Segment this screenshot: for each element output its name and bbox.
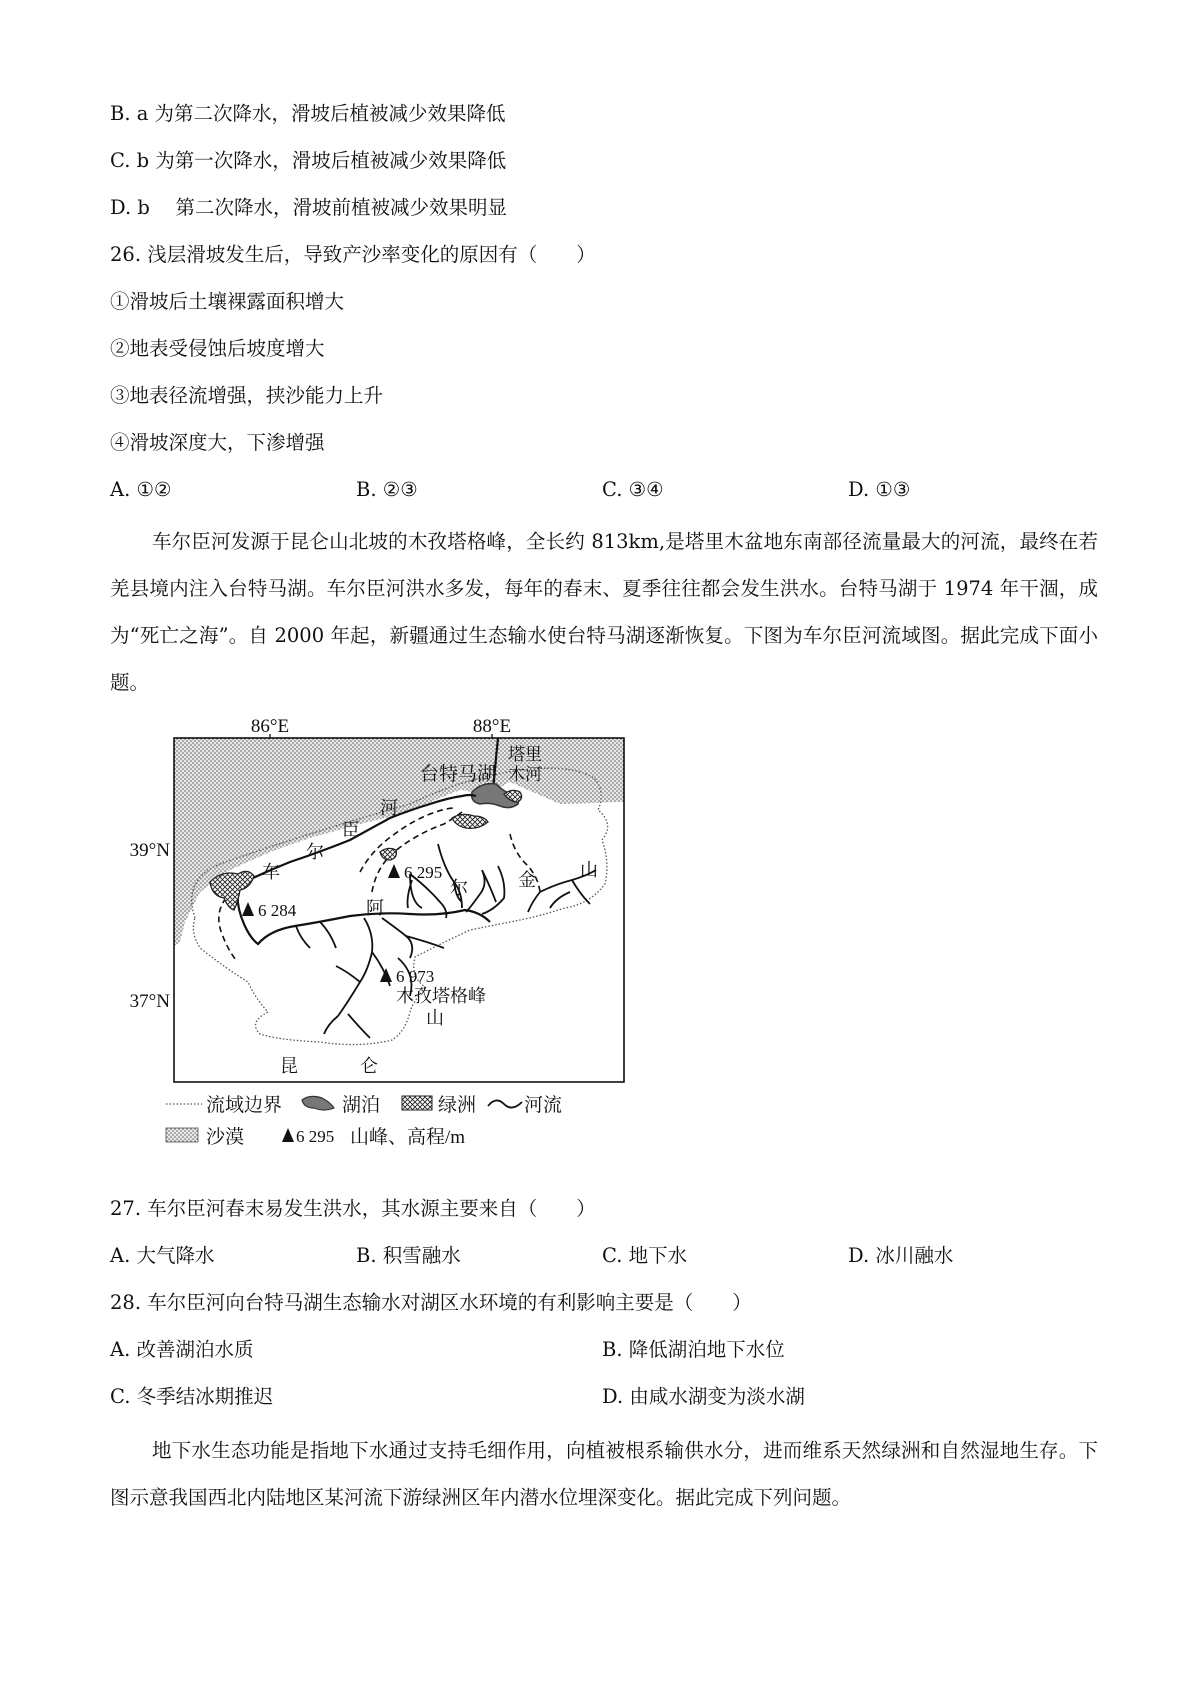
q28-option-d: D. 由咸水湖变为淡水湖 [602,1385,805,1408]
legend-desert-swatch [166,1128,198,1142]
kunlun-char-lun: 仑 [360,1056,378,1076]
legend-peak-swatch [282,1128,294,1142]
lon-label-86: 86°E [250,716,290,737]
oasis-qiemo [452,814,488,828]
legend-river-label: 河流 [524,1095,563,1116]
legend-peak-sample: 6 295 [296,1127,335,1146]
q26-item-4: ④滑坡深度大，下渗增强 [110,431,325,454]
cherchen-river-basin-map [110,712,640,1168]
altun-char-a: 阿 [366,898,384,918]
peak-elev-6284: 6 284 [258,901,297,920]
q27-option-a: A. 大气降水 [110,1244,215,1267]
lat-label-37: 37°N [129,991,170,1012]
q26-option-a: A. ①② [110,478,172,501]
q26-stem: 26. 浅层滑坡发生后，导致产沙率变化的原因有（ ） [110,243,596,266]
lon-label-88: 88°E [472,716,512,737]
q27-option-b: B. 积雪融水 [356,1244,461,1267]
q27-stem: 27. 车尔臣河春末易发生洪水，其水源主要来自（ ） [110,1197,596,1220]
q27-option-d: D. 冰川融水 [848,1244,954,1267]
q25-option-b: B. a 为第二次降水，滑坡后植被减少效果降低 [110,102,506,125]
q28-option-b: B. 降低湖泊地下水位 [602,1338,785,1361]
q27-option-c: C. 地下水 [602,1244,688,1267]
q26-option-b: B. ②③ [356,478,418,501]
q28-stem: 28. 车尔臣河向台特马湖生态输水对湖区水环境的有利影响主要是（ ） [110,1291,752,1314]
passage-cherchen-river: 车尔臣河发源于昆仑山北坡的木孜塔格峰，全长约 813km,是塔里木盆地东南部径流量最大的河流，最终在若羌县境内注入台特马湖。车尔臣河洪水多发，每年的春末、夏季往往都会发生洪水。台特马湖于 1974 年干涸，成为“死亡之海”。自 2000 年起，新疆通过生态输水使台特马湖逐渐恢复。下图为车尔臣河流域图。据此完成下面小题。 [110,530,1098,694]
peak-name-muztag: 木孜塔格峰 [396,986,486,1006]
legend-oasis-swatch [402,1096,432,1110]
q28-option-a: A. 改善湖泊水质 [110,1338,254,1361]
tarim-river-label-1: 塔里 [508,745,542,764]
legend-boundary-label: 流域边界 [206,1095,283,1116]
legend-river-swatch [488,1100,522,1107]
q26-item-2: ②地表受侵蚀后坡度增大 [110,337,325,360]
legend-oasis-label: 绿洲 [438,1095,477,1116]
peak-elev-6973: 6 973 [396,967,435,986]
legend-lake-label: 湖泊 [342,1095,381,1116]
peak-elev-6295: 6 295 [404,863,443,882]
legend-desert-label: 沙漠 [206,1127,245,1148]
river-char-chen: 臣 [342,820,360,840]
river-char-he: 河 [380,798,398,818]
peak-marker-6284 [242,902,254,916]
altun-char-jin: 金 [518,870,536,890]
river-char-che: 车 [262,862,280,882]
passage-groundwater: 地下水生态功能是指地下水通过支持毛细作用，向植被根系输供水分，进而维系天然绿洲和自然湿地生存。下图示意我国西北内陆地区某河流下游绿洲区年内潜水位埋深变化。据此完成下列问题。 [110,1439,1098,1509]
tarim-river-label-2: 木河 [508,765,542,784]
q26-option-c: C. ③④ [602,478,664,501]
oasis-middle [380,848,396,860]
kunlun-char-shan: 山 [426,1008,444,1028]
q28-option-c: C. 冬季结冰期推迟 [110,1385,274,1408]
legend-lake-swatch [302,1096,334,1110]
river-char-er: 尔 [306,842,324,862]
kunlun-char-kun: 昆 [280,1056,298,1076]
altun-char-er: 尔 [450,878,468,898]
q26-item-1: ①滑坡后土壤裸露面积增大 [110,290,345,313]
q26-option-d: D. ①③ [848,478,911,501]
lake-label: 台特马湖 [420,764,497,785]
peak-marker-6295 [388,864,400,878]
q26-item-3: ③地表径流增强，挟沙能力上升 [110,384,384,407]
peak-marker-6973 [380,968,392,982]
lat-label-39: 39°N [129,840,170,861]
altun-char-shan: 山 [580,860,598,880]
q25-option-d: D. b 第二次降水，滑坡前植被减少效果明显 [110,196,508,219]
q25-option-c: C. b 为第一次降水，滑坡后植被减少效果降低 [110,149,507,172]
legend-peak-label: 山峰、高程/m [350,1127,466,1148]
